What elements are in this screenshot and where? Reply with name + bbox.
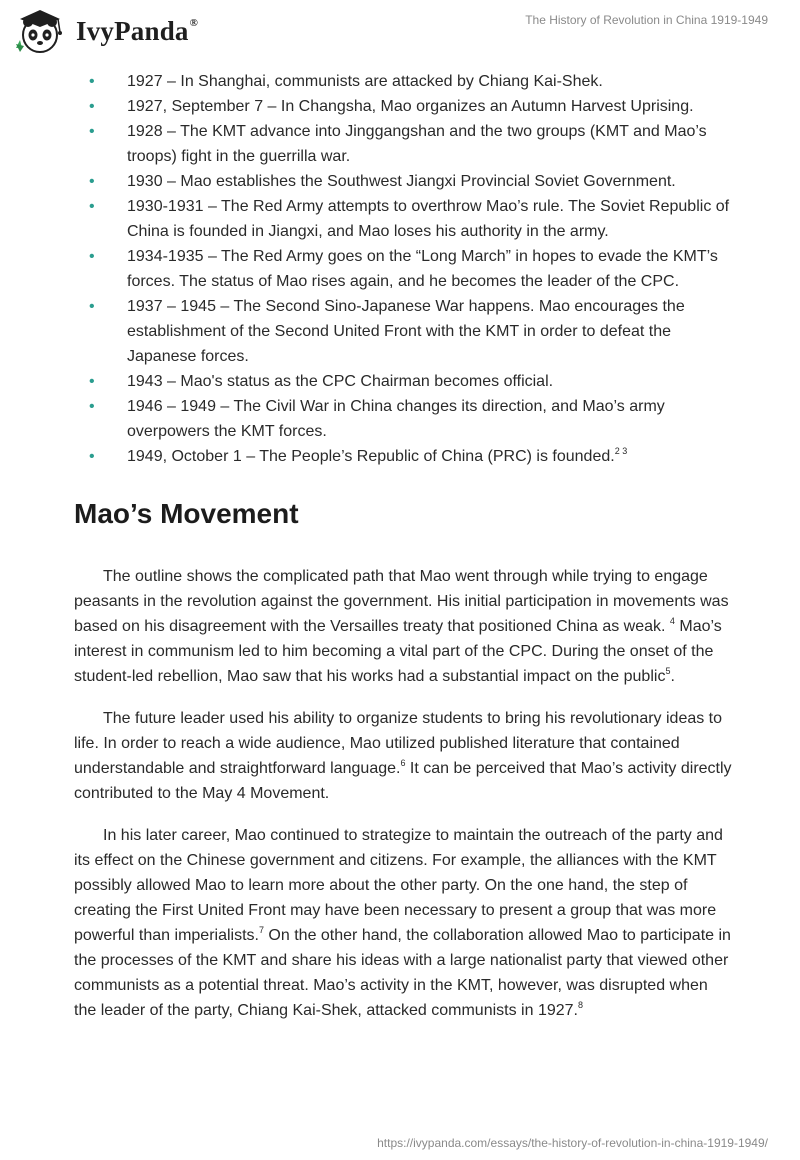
paragraph: The outline shows the complicated path that Mao went through while trying to engage peasants in the revolution against the government. His initial participation in movements was based on his disagreement with the Versailles treaty that positioned China as weak. $^4$ Mao’s interest in communism led to him becoming a vital part of the CPC. During the onset of the student-led rebellion, Mao saw that his works had a substantial impact on the public$^5$.	[74, 568, 729, 685]
panda-logo-icon	[14, 6, 64, 56]
document-title: The History of Revolution in China 1919-1949	[525, 13, 768, 27]
source-url[interactable]: https://ivypanda.com/essays/the-history-of-revolution-in-china-1919-1949/	[377, 1136, 768, 1150]
timeline-item: • 1934-1935 – The Red Army goes on the “Long March” in hopes to evade the KMT’s forces. The status of Mao rises again, and he becomes the leader of the CPC.	[74, 244, 734, 294]
bullet-icon: •	[89, 173, 95, 190]
section-heading: Mao’s Movement	[74, 498, 299, 529]
timeline-item: • 1927, September 7 – In Changsha, Mao organizes an Autumn Harvest Uprising.	[74, 94, 734, 119]
footnote-ref[interactable]: 6	[400, 758, 406, 768]
paragraph: The future leader used his ability to organize students to bring his revolutionary ideas to life. In order to reach a wide audience, Mao utilized published literature that contained understandable and straightforward language.$^6$ It can be perceived that Mao’s activity directly contributed to the May 4 Movement.	[74, 710, 732, 802]
timeline-item: • 1946 – 1949 – The Civil War in China changes its direction, and Mao’s army overpowers the KMT forces.	[74, 394, 734, 444]
timeline-item: • 1949, October 1 – The People’s Republic of China (PRC) is founded.$^{2 3}$	[74, 444, 734, 469]
footnote-ref[interactable]: 5	[665, 666, 671, 676]
footnote-ref[interactable]: 7	[258, 925, 264, 935]
bullet-icon: •	[89, 248, 95, 265]
footnote-ref[interactable]: 8	[577, 1000, 583, 1010]
bullet-icon: •	[89, 298, 95, 315]
timeline-item: • 1927 – In Shanghai, communists are attacked by Chiang Kai-Shek.	[74, 69, 734, 94]
bullet-icon: •	[89, 398, 95, 415]
registered-mark: ®	[189, 16, 199, 29]
timeline-item: • 1943 – Mao's status as the CPC Chairman becomes official.	[74, 369, 734, 394]
ivypanda-logo[interactable]	[14, 6, 198, 56]
bullet-icon: •	[89, 448, 95, 465]
paragraph: In his later career, Mao continued to strategize to maintain the outreach of the party and its effect on the Chinese government and citizens. For example, the alliances with the KMT possibly allowed Mao to learn more about the other party. On the one hand, the step of creating the First United Front may have been necessary to present a group that was more powerful than imperialists.$^7$ On the other hand, the collaboration allowed Mao to participate in the processes of the KMT and share his ideas with a large nationalist party that viewed other communists as a potential threat. Mao’s activity in the KMT, however, was disrupted when the leader of the party, Chiang Kai-Shek, attacked communists in 1927.$^8$	[74, 827, 731, 1019]
footnote-ref[interactable]: 2 3	[614, 446, 628, 456]
bullet-icon: •	[89, 98, 95, 115]
bullet-icon: •	[89, 73, 95, 90]
bullet-icon: •	[89, 198, 95, 215]
page-header	[0, 0, 800, 70]
logo-text: IvyPanda®	[76, 15, 199, 46]
footnote-ref[interactable]: 4	[669, 616, 675, 626]
timeline-list	[74, 69, 734, 469]
timeline-item: • 1930 – Mao establishes the Southwest Jiangxi Provincial Soviet Government.	[74, 169, 734, 194]
timeline-item: • 1930-1931 – The Red Army attempts to overthrow Mao’s rule. The Soviet Republic of China is founded in Jiangxi, and Mao loses his authority in the army.	[74, 194, 734, 244]
article-content	[74, 69, 734, 1023]
timeline-item: • 1928 – The KMT advance into Jinggangshan and the two groups (KMT and Mao’s troops) fight in the guerrilla war.	[74, 119, 734, 169]
timeline-item: • 1937 – 1945 – The Second Sino-Japanese War happens. Mao encourages the establishment of the Second United Front with the KMT in order to defeat the Japanese forces.	[74, 294, 734, 369]
bullet-icon: •	[89, 373, 95, 390]
bullet-icon: •	[89, 123, 95, 140]
